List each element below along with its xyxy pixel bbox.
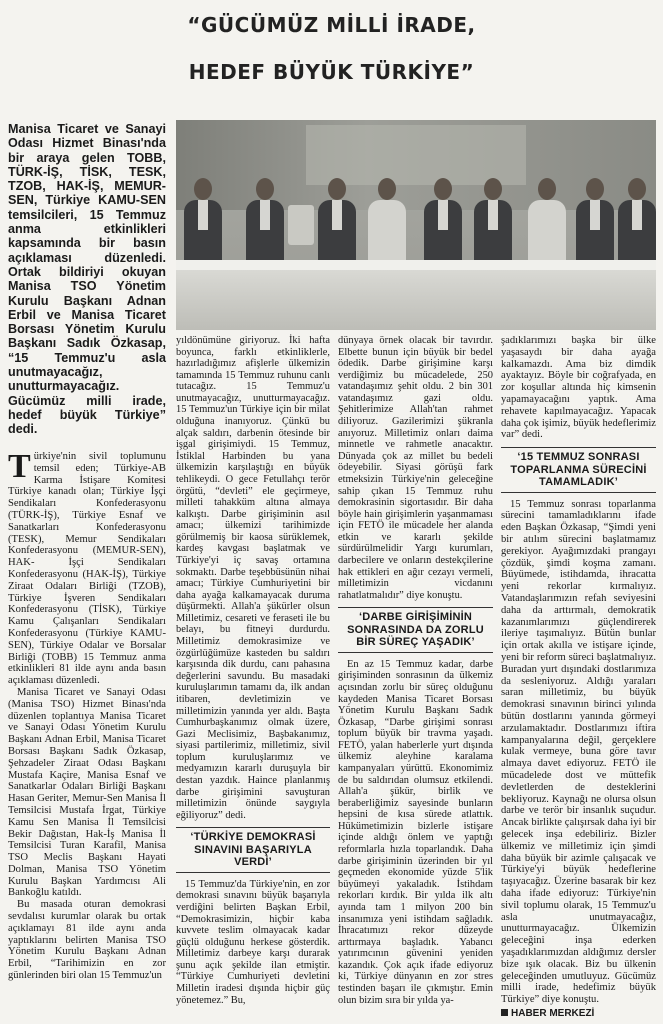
col3-paragraph-1: dünyaya örnek olacak bir tavırdır. Elbette bunun için büyük bir bedel ödedik. Darbe girişimine karşı verdiğimiz bu mücadelede, 250 vatandaşımız şehit oldu. 2 bin 301 vatandaşımız gazi oldu. Şehitlerimize Allah'tan rahmet diliyoruz. Gazilerimizi şükranla anıyoruz. Milletimiz onları daima minnetle ve rahmetle anacaktır. Dünyada çok az millet bu bedeli ödeyebilir. Siyasi görüşü fark etmeksizin Türkiye'nin geleceğine sahip çıkan 15 Temmuz ruhu demokrasinin sigortasıdır. Bir daha böyle hain girişimlerin yaşanmaması için FETÖ ile mücadele her alanda etkin ve kararlı şekilde sürdürülmelidir Yargı kurumları, darbecilere ve onların destekçilerine hak ettikleri en ağır cezayı vermeli, milletimizin vicdanını rahatlatmalıdır” diye konuştu.: [338, 335, 493, 601]
square-bullet-icon: [501, 1009, 508, 1016]
col4-paragraph-2: 15 Temmuz sonrası toparlanma sürecini tamamladıklarını ifade eden Başkan Özkasap, “Şimdi yeni bir atılım sürecini başlatmamız gerekiyor. Ayağımızdaki prangayı çözdük, şimdi koşma zamanı. Büyümede, istihdamda, ihracatta yeni rekorlar kırmalıyız. Vatandaşlarımızın refah seviyesini daha da arttırmalı, demokratik kazanımlarımızı güçlendirerek ileriye taşımalıyız. Bütün bunlar için ortak akılla ve istişare içinde, yeni bir reform süreci başlatmalıyız. Buradan yurt dışındaki dostlarımıza da sesleniyoruz. Aldığı yaraları saran milletimiz, bu büyük demokrasi sınavının birinci yılında bütün dostlarını yanında görmeyi arzulamaktadır. Dostlarımızı iftira kampanyalarına değil, gerçeklere kulak vermeye, buna göre tavır almaya davet ediyoruz. FETÖ ile mücadelede dost ve müttefik devletlerden de desteklerini bekliyoruz. Kaynağı ne olursa olsun darbe ve terör bir insanlık suçudur. Ancak birlikte çalışırsak daha iyi bir gelecek inşa edebiliriz. Bizler ülkemiz ve milletimiz için şimdi daha büyük bir azimle çalışacak ve Türkiye'yi büyük hedeflerine taşıyacağız. Üzerine basarak bir kez daha ifade ediyoruz: Türkiye'nin sivil toplumu olarak, 15 Temmuz'u asla unutmayacağız, unutturmayacağız. Ülkemizin geleceğini inşa ederken yaşadıklarımızdan aldığımız dersler bize ışık olacak. Biz bu ülkenin geleceğinden umutluyuz. Gücümüz milli irade, hedefimiz büyük Türkiye” diye konuştu.: [501, 498, 656, 1006]
lead-paragraph: Manisa Ticaret ve Sanayi Odası Hizmet Binası'nda bir araya gelen TOBB, TÜRK-İŞ, TİSK, TESK, TZOB, HAK-İŞ, MEMUR-SEN, Türkiye KAMU-SEN temsilcileri, 15 Temmuz anma etkinlikleri kapsamında bir basın açıklaması düzenledi. Ortak bildiriyi okuyan Manisa TSO Yönetim Kurulu Başkanı Adnan Erbil ve Manisa Ticaret Borsası Yönetim Kurulu Başkanı Sadık Özkasap, “15 Temmuz'u asla unutmayacağız, unutturmayacağız. Gücümüz milli irade, hedef büyük Türkiye” dedi.: [8, 122, 166, 437]
column-2: [176, 335, 330, 1006]
subheading-1: ‘TÜRKİYE DEMOKRASİ SINAVINI BAŞARIYLA VERDİ’: [176, 827, 330, 873]
col1-paragraph-2: Manisa Ticaret ve Sanayi Odası (Manisa TSO) Hizmet Binası'nda düzenlen toplantıya Manisa Ticaret ve Sanayi Odası Yönetim Kurulu Başkanı Adnan Erbil, Manisa Ticaret Borsası Başkanı Sadık Özkasap, Şehzadeler Ziraat Odası Başkanı Mustafa Kaçire, Manisa Esnaf ve Sanatkarlar Odaları Birliği Başkanı Hasan Geriter, Memur-Sen Manisa İl Temsilcisi Mustafa İrgat, Türkiye Kamu Sen Manisa İl Temsilcisi Bekir Dağıstan, Hak-İş Manisa İl Temsilcisi Turan Karafil, Manisa TSO Meclis Başkanı Hayati Dolman, Manisa TSO Yönetim Kurulu Başkan Yardımcısı Ali Bankoğlu katıldı.: [8, 686, 166, 899]
headline-line-2: HEDEF BÜYÜK TÜRKİYE”: [188, 60, 475, 84]
subheading-2: ‘DARBE GİRİŞİMİNİN SONRASINDA DA ZORLU BİR SÜREÇ YAŞADIK’: [338, 607, 493, 653]
column-3: [338, 335, 493, 1006]
subheading-3: ‘15 TEMMUZ SONRASI TOPARLANMA SÜRECİNİ TAMAMLADIK’: [501, 447, 656, 493]
column-4: [501, 335, 656, 1020]
col3-paragraph-2: En az 15 Temmuz kadar, darbe girişiminden sonrasının da ülkemiz açısından zorlu bir süreç olduğunu kaydeden Manisa Ticaret Borsası Yönetim Kurulu Başkanı Sadık Özkasap, “Darbe girişimi sonrası toplum büyük bir travma yaşadı. FETÖ, yalan haberlerle yurt dışında ülkemiz aleyhine karalama kampanyaları yürüttü. Ekonomimiz de bu saldırıdan olumsuz etkilendi. Allah'a şükür, birlik ve beraberliğimiz sayesinde bunların hepsini de kısa sürede atlattık. Hükümetimizin bizlerle istişare içinde aldığı önlem ve yaptığı reformlarla hızla toparlandık. Daha darbe girişiminin üzerinden bir yıl geçmeden ekonomide yüzde 5'lik büyümeyi yakaladık. İstihdam rekorları kırdık. Bir yılda ilk altı ayında tam 1 milyon 200 bin insanımıza yeni istihdam sağladık. İhracatımızı rekor düzeyde arttırmaya başladık. Yabancı yatırımcının güvenini yeniden kazandık. Çok açık ifade ediyoruz ki, Türkiye dünyanın en zor stres testinden başarı ile çıkmıştır. Emin olun bizim sıra bir yılda ya-: [338, 658, 493, 1006]
headline-line-1: “GÜCÜMÜZ MİLLİ İRADE,: [187, 13, 476, 37]
byline: [501, 1008, 656, 1020]
col2-paragraph-1: yıldönümüne giriyoruz. İki hafta boyunca, farklı etkinliklerle, hazırladığımız afişlerle ülkemizin tamamında 15 Temmuz ruhunu canlı tutacağız. 15 Temmuz'u unutmayacağız, unutturmayacağız. 15 Temmuz'un Türkiye için bir milat olduğuna inanıyoruz. Çünkü bu alçak saldırı, darbenin ötesinde bir işgal girişimiydi. 15 Temmuz, İstiklal Harbinden bu yana ülkemizin karşılaştığı en büyük tehlikeydi. O gece Fetullahçı terör örgütü, “devleti” ele geçirmeye, milleti tahakküm altına almaya kalkıştı. Darbe girişiminin asıl amacı; ülkemizi tarihimizde görülmemiş bir kaosa sürüklemek, kardeş kavgası başlatmak ve Türkiye'yi iç savaş ortamına sokmaktı. Darbe teşebbüsünün nihai amacı; Türkiye Cumhuriyetini bir daha ayağa kalkamayacak duruma düşürmekti. Allah'a şükürler olsun Milletimiz, cesareti ve feraseti ile bu belayı, bu fitneyi durdurdu. Milletimiz demokrasimize ve özgürlüğümüze kasteden bu saldırı karşısında dik durdu, canı pahasına değerlerini savundu. Bu masadaki kuruluşlarımın tamamı da, ilk andan itibaren, devletimizin ve milletimizin yanında yer aldı. Başta Cumhurbaşkanımız olmak üzere, Gazi Meclisimiz, Başbakanımız, siyasi partilerimiz, milletimiz, sivil toplum kuruluşlarımız ve medyamızın kararlı duruşuyla bir destan yazdık. Haince planlanmış darbe girişimini savuşturan milletimizin önünde saygıyla eğiliyoruz” dedi.: [176, 335, 330, 821]
press-conference-photo: [176, 120, 656, 330]
column-1: [8, 448, 166, 982]
headline: [0, 2, 663, 96]
col2-paragraph-2: 15 Temmuz'da Türkiye'nin, en zor demokrasi sınavını büyük başarıyla verdiğini belirten Başkan Erbil, “Demokrasimizin, hiçbir kaba kuvvete teslim olmayacak kadar güçlü olduğunu herkese gösterdik. Milletimiz darbeye karşı durarak şunu açık şekilde ilan etmiştir. “Türkiye Cumhuriyeti devletini Milletin iradesi dışında hiçbir güç yönetemez.” Bu,: [176, 878, 330, 1006]
col1-paragraph-1: ürkiye'nin sivil toplumunu temsil eden; Türkiye-AB Karma İstişare Komitesi Türkiye kanadı olan; Türkiye İşçi Sendikaları Konfederasyonu (TÜRK-İŞ), Türkiye Esnaf ve Sanatkarları Konfederasyonu (TESK), Memur Sendikaları Konfederasyonu (MEMUR-SEN), HAK- İşçi Sendikaları Konfederasyonu (HAK-İŞ), Türkiye Ziraat Odaları Birliği (TZOB), Türkiye İşveren Sendikaları Konfederasyonu (TİSK), Türkiye Kamu Çalışanları Sendikaları Konfederasyonu (Türkiye KAMU-SEN), Türkiye Odalar ve Borsalar Birliği (TOBB) 15 Temmuz anma etkinlikleri 81 ilde aynı anda basın açıklaması düzenledi.: [8, 451, 166, 687]
drop-cap: T: [8, 448, 31, 485]
col1-paragraph-3: Bu masada oturan demokrasi sevdalısı kurumlar olarak bu ortak açıklamayı 81 ilde aynı anda yaptıklarını belirten Manisa TSO Yönetim Kurulu Başkanı Adnan Erbil, “Tarihimizin en zor günlerinden biri olan 15 Temmuz'un: [8, 899, 166, 982]
col4-paragraph-1: şadıklarımızı başka bir ülke yaşasaydı bir daha ayağa kalkamazdı. Ama biz dimdik ayaktayız. Böyle bir coğrafyada, en zor koşullar altında hiç kimsenin yapamayacağını yaptık. Ama rehavete kapılmayacağız. Yapacak daha çok işimiz, büyük hedeflerimiz var” dedi.: [501, 335, 656, 441]
byline-text: HABER MERKEZİ: [511, 1007, 595, 1019]
flag-emblem-icon: [288, 205, 314, 245]
